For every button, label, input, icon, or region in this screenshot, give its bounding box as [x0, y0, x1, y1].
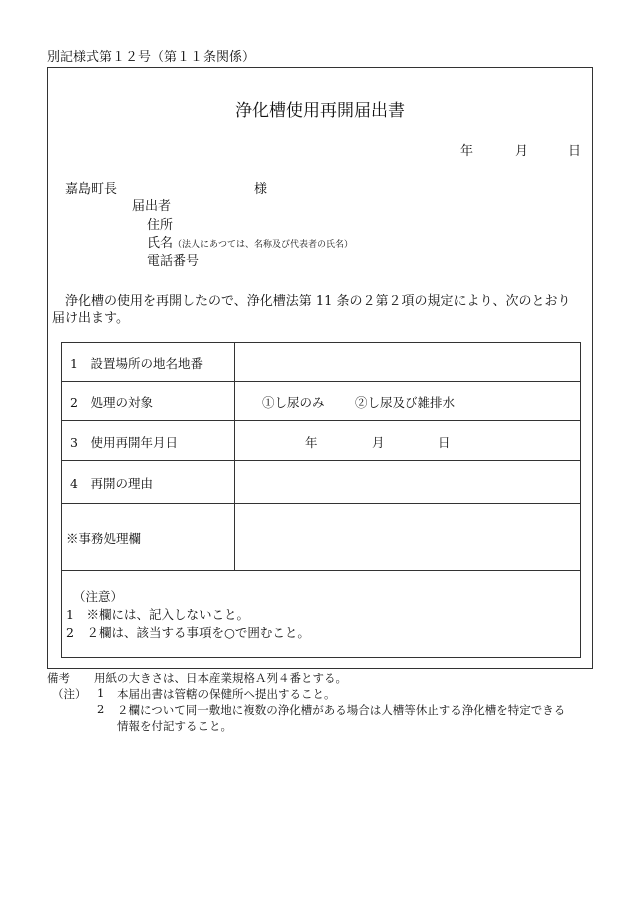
- row3-month: 月: [372, 435, 385, 450]
- note2-line2: 情報を付記すること。: [117, 719, 232, 733]
- notifier-label: 届出者: [132, 199, 172, 214]
- notes-heading: （注意）: [73, 589, 124, 604]
- notes-item-2: 2 ２欄は、該当する事項を○で囲むこと。: [66, 625, 310, 640]
- date-day: 日: [568, 144, 582, 159]
- table-row-divider: [62, 381, 580, 382]
- remark-text: 用紙の大きさは、日本産業規格Ａ列４番とする。: [94, 671, 347, 685]
- table-column-divider: [234, 343, 235, 570]
- row3-year: 年: [305, 435, 318, 450]
- form-label: 別記様式第１２号（第１１条関係）: [47, 50, 256, 65]
- row5-label: ※事務処理欄: [66, 531, 142, 546]
- row2-label: 2 処理の対象: [70, 395, 153, 410]
- date-year: 年: [460, 144, 474, 159]
- row1-label: 1 設置場所の地名地番: [70, 356, 203, 371]
- remark-label: 備考: [47, 671, 70, 685]
- notes-item-1: 1 ※欄には、記入しないこと。: [66, 607, 249, 622]
- date-month: 月: [515, 144, 529, 159]
- statement-line1: 浄化槽の使用を再開したので、浄化槽法第 11 条の２第２項の規定により、次のとおり: [65, 294, 571, 309]
- row3-label: 3 使用再開年月日: [70, 435, 178, 450]
- note-label: （注）: [52, 687, 87, 701]
- row3-day: 日: [438, 435, 451, 450]
- note2-num: 2: [97, 702, 105, 716]
- note1-num: 1: [97, 686, 105, 700]
- note2-line1: ２欄について同一敷地に複数の浄化槽がある場合は人槽等休止する浄化槽を特定できる: [117, 703, 566, 717]
- row2-option1: ①し尿のみ: [262, 395, 325, 410]
- statement-line2: 届け出ます。: [52, 311, 129, 326]
- note1-text: 本届出書は管轄の保健所へ提出すること。: [117, 687, 336, 701]
- notifier-name-note: （法人にあつては、名称及び代表者の氏名）: [173, 240, 354, 250]
- page-title: 浄化槽使用再開届出書: [235, 101, 405, 121]
- notifier-name: 氏名: [147, 236, 174, 251]
- form-table: [61, 342, 581, 658]
- row2-option2: ②し尿及び雑排水: [355, 395, 456, 410]
- row4-label: 4 再開の理由: [70, 476, 153, 491]
- addressee-name: 嘉島町長: [65, 182, 118, 197]
- table-row-divider: [62, 460, 580, 461]
- addressee-honorific: 様: [254, 182, 268, 197]
- notifier-phone: 電話番号: [147, 254, 200, 269]
- table-row-divider: [62, 570, 580, 571]
- table-row-divider: [62, 503, 580, 504]
- table-row-divider: [62, 420, 580, 421]
- notifier-name-line: [147, 232, 353, 251]
- notifier-address: 住所: [147, 218, 174, 233]
